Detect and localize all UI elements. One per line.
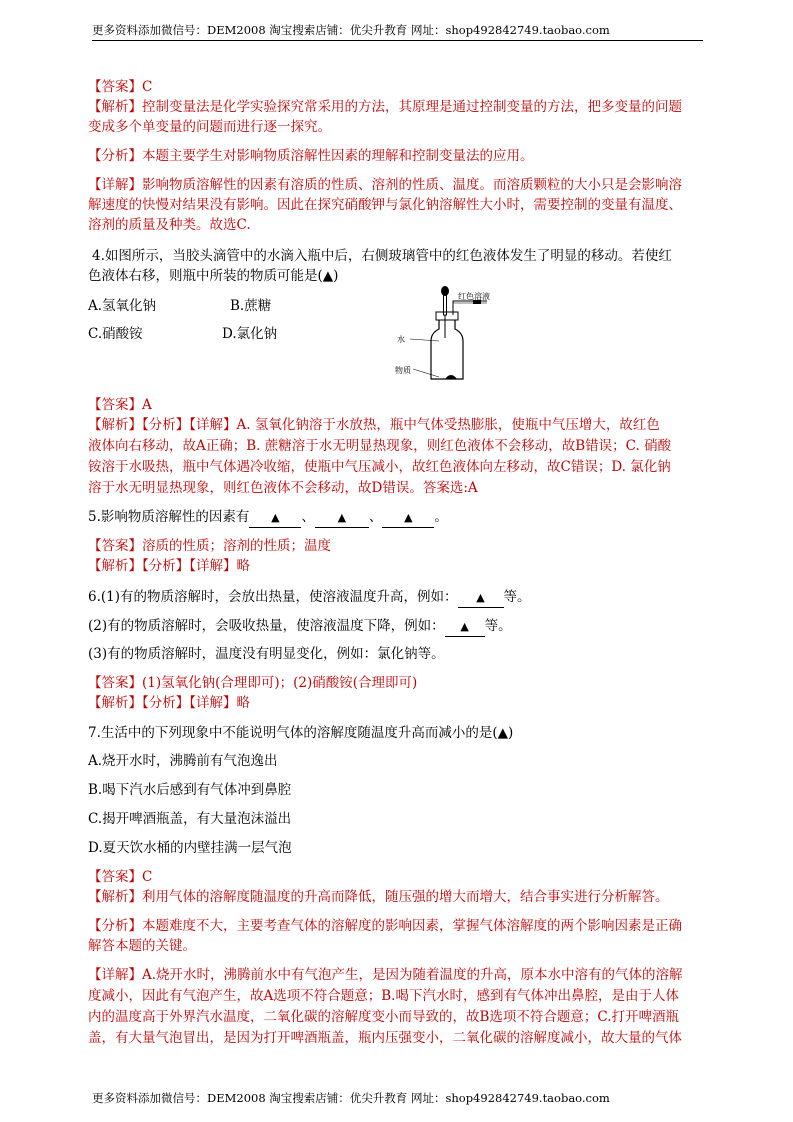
substance-pile <box>445 375 457 379</box>
q7-analysis: 【解析】利用气体的溶解度随温度的升高而降低，随压强的增大而增大，结合事实进行分析解答。 <box>88 889 669 905</box>
q5-blank-2: ▲ <box>315 508 369 528</box>
q4-explanation-line-4: 溶于水无明显热现象，则红色液体不会移动，故D错误。答案选:A <box>88 480 478 496</box>
q3-analysis-line-2: 变成多个单变量的问题而进行逐一探究。 <box>88 119 331 135</box>
q4-answer: 【答案】A <box>88 397 152 413</box>
label-red-solution: 红色溶液 <box>458 292 490 301</box>
q4-option-c: C.硝酸铵 <box>88 326 143 342</box>
q7-stem: 7.生活中的下列现象中不能说明气体的溶解度随温度升高而减小的是(▲) <box>88 725 514 741</box>
q6-line-1: 6.(1)有的物质溶解时，会放出热量，使溶液温度升高，例如： ▲ 等。 <box>88 588 531 608</box>
q4-option-a: A.氢氧化钠 <box>88 298 157 314</box>
bottle <box>431 320 463 379</box>
q3-analysis-line-1: 【解析】控制变量法是化学实验探究常采用的方法，其原理是通过控制变量的方法，把多变量的问题 <box>88 99 682 115</box>
q4-option-d: D.氯化钠 <box>222 326 278 342</box>
header-divider <box>92 40 703 41</box>
q6-blank-2: ▲ <box>445 617 485 637</box>
q3-fenxi: 【分析】本题主要学生对影响物质溶解性因素的理解和控制变量法的应用。 <box>88 148 534 164</box>
q7-option-a: A.烧开水时，沸腾前有气泡逸出 <box>88 753 278 769</box>
q5-blank-3: ▲ <box>382 508 434 528</box>
q5-answer: 【答案】溶质的性质；溶剂的性质；温度 <box>88 538 331 554</box>
q6-line-2: (2)有的物质溶解时，会吸收热量，使溶液温度下降，例如： ▲ 等。 <box>88 617 512 637</box>
q5-explanation: 【解析】【分析】【详解】略 <box>88 558 250 574</box>
q7-option-b: B.喝下汽水后感到有气体冲到鼻腔 <box>88 782 292 798</box>
q4-stem-line-2: 色液体右移，则瓶中所装的物质可能是(▲) <box>88 268 339 284</box>
label-substance: 物质 <box>395 366 411 375</box>
q5-stem-text: 5.影响物质溶解性的因素有 <box>88 509 250 525</box>
q3-detail-line-2: 解速度的快慢对结果没有影响。因此在探究硝酸钾与氯化钠溶解性大小时，需要控制的变量有温度、 <box>88 197 682 213</box>
q6-blank-1: ▲ <box>458 588 504 608</box>
q7-detail-line-4: 盖，有大量气泡冒出，是因为打开啤酒瓶盖，瓶内压强变小，二氧化碳的溶解度减小，故大量的气体 <box>88 1030 682 1046</box>
q5-stem: 5.影响物质溶解性的因素有 ▲ 、 ▲ 、 ▲ 。 <box>88 508 448 528</box>
q7-detail-line-3: 内的温度高于外界汽水温度，二氧化碳的溶解度变小而导致的，故B选项不符合题意；C.打开啤酒瓶 <box>88 1009 680 1025</box>
q7-detail-line-2: 度减小，因此有气泡产生，故A选项不符合题意；B.喝下汽水时，感到有气体冲出鼻腔，是由于人体 <box>88 988 679 1004</box>
q3-detail-line-1: 【详解】影响物质溶解性的因素有溶质的性质、溶剂的性质、温度。而溶质颗粒的大小只是会影响溶 <box>88 177 682 193</box>
q4-explanation-line-1: 【解析】【分析】【详解】A. 氢氧化钠溶于水放热，瓶中气体受热膨胀，使瓶中气压增大，故红色 <box>88 417 660 433</box>
q6-explanation: 【解析】【分析】【详解】略 <box>88 695 250 711</box>
q7-detail-line-1: 【详解】A.烧开水时，沸腾前水中有气泡产生，是因为随着温度的升高，原本水中溶有的气体的溶解 <box>88 967 683 983</box>
q6-line-3: (3)有的物质溶解时，温度没有明显变化，例如：氯化钠等。 <box>88 646 445 662</box>
q3-answer: 【答案】C <box>88 79 153 95</box>
q4-explanation-line-3: 铵溶于水吸热，瓶中气体遇冷收缩，使瓶中气压减小，故红色液体向左移动，故C错误；D. 氯化钠 <box>88 459 671 475</box>
q6-answer: 【答案】(1)氢氧化钠(合理即可)；(2)硝酸铵(合理即可) <box>88 675 418 691</box>
q4-explanation-line-2: 液体向右移动，故A正确；B. 蔗糖溶于水无明显热现象，则红色液体不会移动，故B错误；C. 硝酸 <box>88 438 672 454</box>
bottle-apparatus-diagram <box>395 283 515 383</box>
page-footer: 更多资料添加微信号：DEM2008 淘宝搜索店铺：优尖升教育 网址：shop492842749.taobao.com <box>92 1091 610 1105</box>
q7-fenxi-line-1: 【分析】本题难度不大，主要考查气体的溶解度的影响因素，掌握气体溶解度的两个影响因素是正确 <box>88 918 682 934</box>
page-header: 更多资料添加微信号：DEM2008 淘宝搜索店铺：优尖升教育 网址：shop492842749.taobao.com <box>92 23 610 37</box>
q7-option-c: C.揭开啤酒瓶盖，有大量泡沫溢出 <box>88 811 292 827</box>
q3-detail-line-3: 溶剂的质量及种类。故选C. <box>88 217 251 233</box>
q4-option-b: B.蔗糖 <box>230 298 272 314</box>
q7-option-d: D.夏天饮水桶的内壁挂满一层气泡 <box>88 840 292 856</box>
label-water: 水 <box>397 335 405 344</box>
q4-stem-line-1: 4.如图所示，当胶头滴管中的水滴入瓶中后，右侧玻璃管中的红色液体发生了明显的移动。若使红 <box>92 248 672 264</box>
q7-fenxi-line-2: 解答本题的关键。 <box>88 938 196 954</box>
q5-blank-1: ▲ <box>249 508 301 528</box>
q7-answer: 【答案】C <box>88 869 153 885</box>
